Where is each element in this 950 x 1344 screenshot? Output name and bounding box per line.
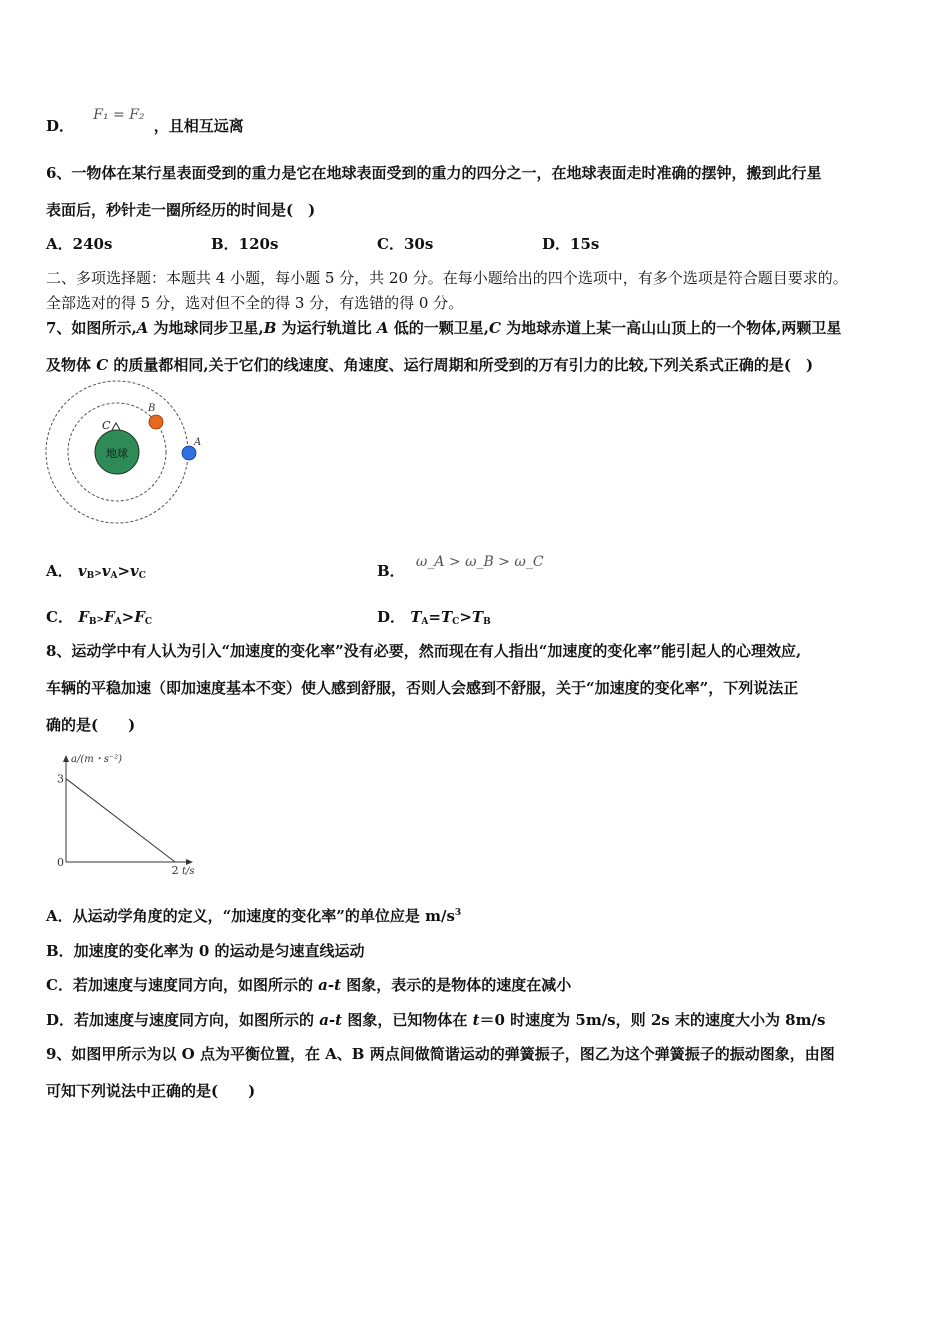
q8-option-b: B．加速度的变化率为 0 的运动是匀速直线运动 bbox=[46, 942, 365, 960]
q7-stem-line1 bbox=[46, 317, 841, 338]
y-tick-label: 3 bbox=[57, 772, 64, 786]
q6-stem-line1: 6、一物体在某行星表面受到的重力是它在地球表面受到的重力的四分之一，在地球表面走时准确的摆钟，搬到此行星 bbox=[46, 164, 822, 182]
satellite-b-label: B bbox=[148, 403, 156, 414]
q9-stem-line1: 9、如图甲所示为以 O 点为平衡位置，在 A、B 两点间做简谐运动的弹簧振子，图乙为这个弹簧振子的振动图象，由图 bbox=[46, 1045, 835, 1063]
x-axis-arrow bbox=[186, 859, 193, 865]
text: ＝0 时速度为 5m/s，则 2s 末的速度大小为 8m/s bbox=[479, 1011, 826, 1029]
q7-text: 低的一颗卫星, bbox=[388, 319, 489, 337]
var: T bbox=[440, 608, 453, 626]
q7-text: 7、如图所示, bbox=[46, 319, 137, 337]
q7-option-c bbox=[46, 606, 152, 627]
y-axis-label: a/(m・s⁻²) bbox=[71, 754, 123, 765]
option-label: B． bbox=[377, 562, 405, 580]
gt: > bbox=[117, 562, 131, 580]
q7-option-b-formula: ω_A > ω_B > ω_C bbox=[415, 554, 544, 570]
section2-header-line2: 全部选对的得 5 分，选对但不全的得 3 分，有选错的得 0 分。 bbox=[46, 294, 464, 312]
q5-option-d-formula: F₁ = F₂ bbox=[93, 107, 145, 123]
origin-label: 0 bbox=[57, 856, 64, 869]
var: T bbox=[410, 608, 422, 626]
q7-stem-line2 bbox=[46, 354, 813, 375]
q7-var-b: B bbox=[263, 319, 277, 337]
q7-option-d bbox=[377, 606, 491, 627]
q5-option-d bbox=[46, 107, 244, 136]
q7-var-a: A bbox=[136, 319, 149, 337]
var: t bbox=[472, 1011, 480, 1029]
var: v bbox=[130, 562, 139, 580]
x-axis-label: t/s bbox=[182, 866, 195, 877]
var: a-t bbox=[319, 1011, 343, 1029]
q7-option-a bbox=[46, 560, 146, 581]
var: T bbox=[471, 608, 484, 626]
sub: A bbox=[421, 617, 429, 627]
q7-text: 的质量都相同,关于它们的线速度、角速度、运行周期和所受到的万有引力的比较,下列关系式正确的是( ) bbox=[108, 356, 814, 374]
sub: B bbox=[483, 617, 491, 627]
gt: > bbox=[96, 615, 104, 625]
satellite-a-label: A bbox=[194, 437, 202, 448]
sub: B bbox=[86, 571, 95, 581]
q5-option-d-text: ，且相互远离 bbox=[153, 117, 244, 135]
q7-var-a: A bbox=[376, 319, 389, 337]
mountain-icon bbox=[112, 423, 120, 430]
q7-orbit-figure bbox=[40, 380, 200, 525]
var: v bbox=[101, 562, 111, 580]
satellite-a bbox=[182, 446, 196, 460]
q7-var-c: C bbox=[96, 356, 109, 374]
q7-text: 为地球同步卫星, bbox=[148, 319, 264, 337]
gt: > bbox=[121, 608, 135, 626]
gt: > bbox=[94, 569, 102, 579]
q7-text: 及物体 bbox=[46, 356, 97, 374]
sub: A bbox=[114, 617, 122, 627]
sub: B bbox=[88, 617, 97, 627]
q5-option-d-label: D． bbox=[46, 117, 75, 135]
option-label: C． bbox=[46, 608, 73, 626]
var: v bbox=[77, 562, 87, 580]
sub: C bbox=[452, 617, 460, 627]
text: 图象，表示的是物体的速度在减小 bbox=[341, 976, 572, 994]
x-tick-label: 2 bbox=[171, 864, 179, 877]
q8-stem-line1: 8、运动学中有人认为引入“加速度的变化率”没有必要，然而现在有人指出“加速度的变化率”能引起人的心理效应, bbox=[46, 642, 802, 660]
option-label: D． bbox=[377, 608, 406, 626]
sub: A bbox=[110, 571, 118, 581]
section2-header-line1: 二、多项选择题：本题共 4 小题，每小题 5 分，共 20 分。在每小题给出的四个选项中，有多个选项是符合题目要求的。 bbox=[46, 269, 848, 287]
q8-option-a-sup: 3 bbox=[454, 908, 462, 918]
q8-stem-line3: 确的是( ) bbox=[46, 716, 136, 734]
q8-option-c bbox=[46, 974, 571, 995]
y-axis-arrow bbox=[63, 755, 69, 762]
earth-label: 地球 bbox=[106, 447, 128, 460]
q9-stem-line2: 可知下列说法中正确的是( ) bbox=[46, 1082, 256, 1100]
q8-option-d bbox=[46, 1009, 825, 1030]
satellite-b bbox=[149, 415, 163, 429]
series-line bbox=[66, 779, 175, 862]
text: C．若加速度与速度同方向，如图所示的 bbox=[46, 976, 319, 994]
q6-option-c: C．30s bbox=[377, 235, 434, 253]
q6-option-a: A．240s bbox=[46, 235, 113, 253]
var: F bbox=[104, 608, 115, 626]
var: F bbox=[134, 608, 145, 626]
q8-stem-line2: 车辆的平稳加速（即加速度基本不变）使人感到舒服，否则人会感到不舒服，关于“加速度的变化率”，下列说法正 bbox=[46, 679, 799, 697]
var: a-t bbox=[318, 976, 342, 994]
sub: C bbox=[138, 571, 146, 581]
text: 图象，已知物体在 bbox=[342, 1011, 473, 1029]
q8-option-a bbox=[46, 905, 461, 926]
eq: = bbox=[428, 608, 441, 626]
q6-option-b: B．120s bbox=[211, 235, 279, 253]
q6-option-d: D．15s bbox=[542, 235, 600, 253]
q8-at-chart bbox=[48, 752, 195, 882]
sub: C bbox=[144, 617, 153, 627]
var: F bbox=[78, 608, 89, 626]
text: D．若加速度与速度同方向，如图所示的 bbox=[46, 1011, 320, 1029]
q7-option-b bbox=[377, 554, 544, 581]
object-c-label: C bbox=[102, 419, 111, 432]
q7-text: 为地球赤道上某一高山山顶上的一个物体,两颗卫星 bbox=[500, 319, 842, 337]
option-label: A． bbox=[46, 562, 73, 580]
q7-var-c: C bbox=[489, 319, 501, 337]
q8-option-a-text: A．从运动学角度的定义，“加速度的变化率”的单位应是 m/s bbox=[46, 907, 455, 925]
gt: > bbox=[459, 608, 472, 626]
q6-stem-line2: 表面后，秒针走一圈所经历的时间是( ) bbox=[46, 201, 316, 219]
q7-text: 为运行轨道比 bbox=[276, 319, 377, 337]
